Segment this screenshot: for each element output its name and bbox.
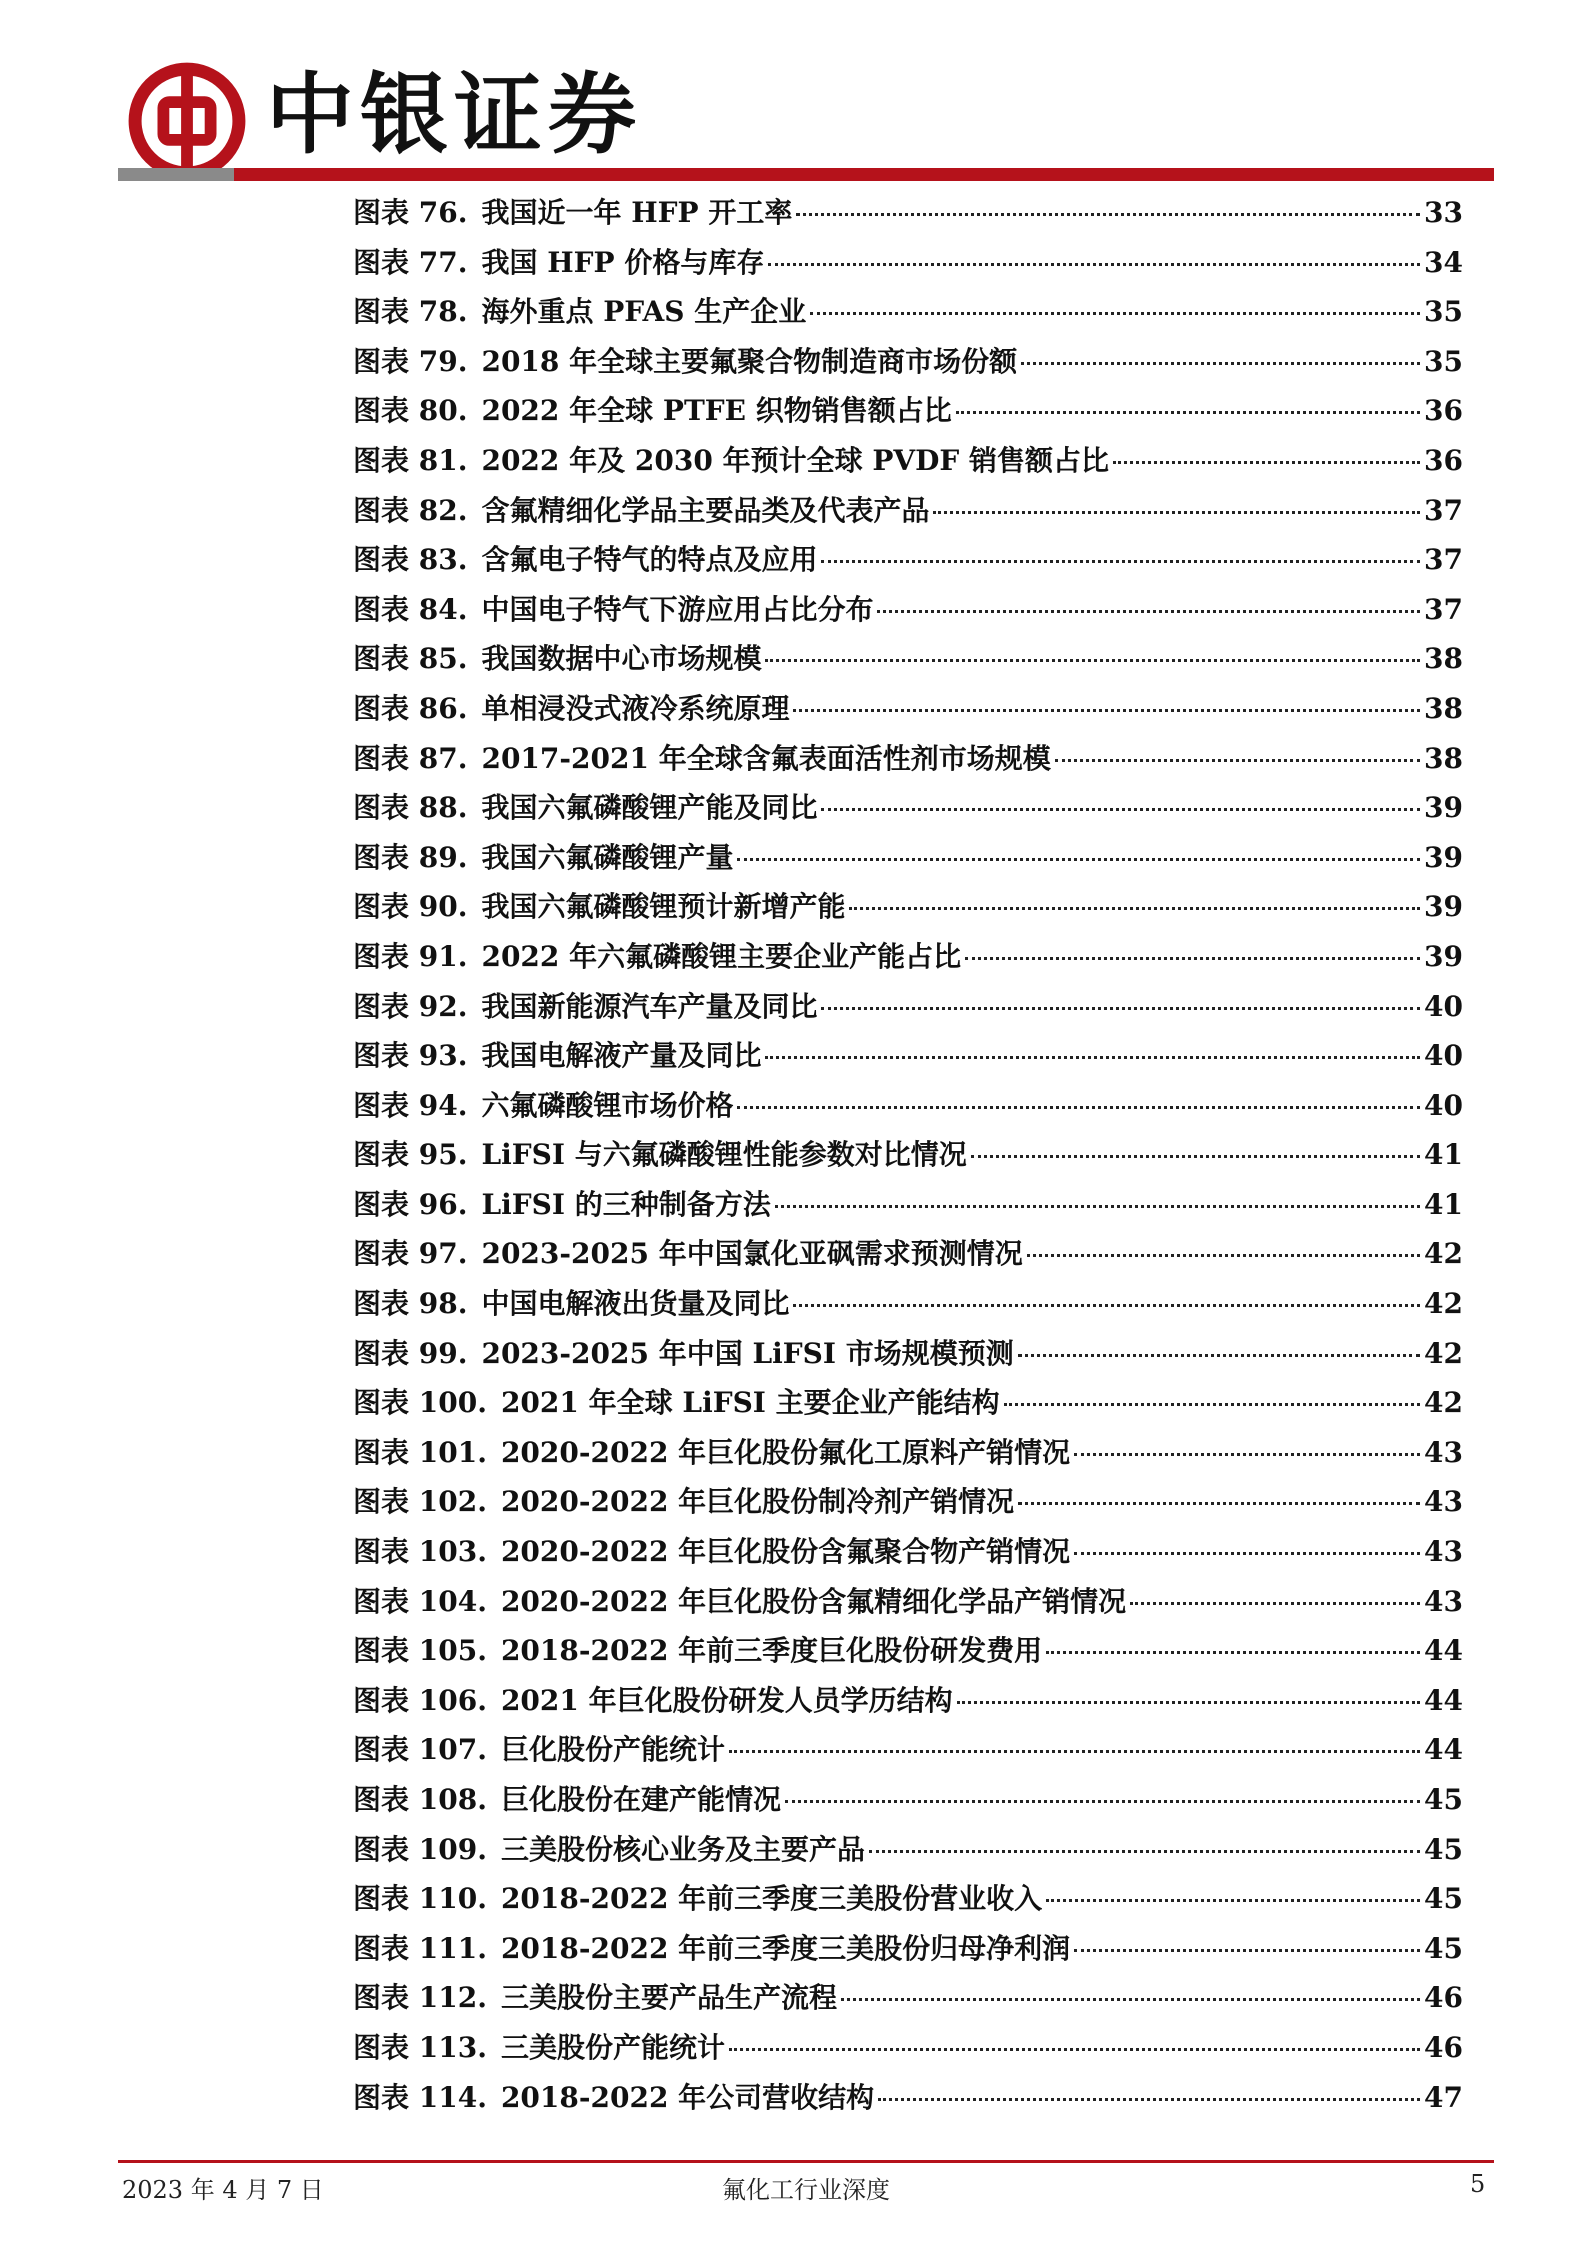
toc-entry-label: 图表 107. — [353, 1733, 487, 1767]
brand-name: 中银证券 — [266, 63, 643, 166]
toc-entry-title: 中国电子特气下游应用占比分布 — [481, 592, 874, 626]
toc-dot-leader — [1055, 759, 1420, 762]
toc-entry-title: 我国电解液产量及同比 — [481, 1039, 762, 1073]
toc-entry-label: 图表 87. — [353, 741, 468, 775]
toc-entry-label: 图表 80. — [353, 394, 468, 428]
toc-entry[interactable] — [353, 1378, 1463, 1428]
toc-entry-page: 45 — [1424, 1832, 1463, 1866]
toc-entry-page: 42 — [1424, 1386, 1463, 1420]
toc-dot-leader — [785, 1800, 1420, 1803]
toc-entry-page: 43 — [1424, 1584, 1463, 1618]
toc-entry[interactable] — [353, 1676, 1463, 1726]
toc-entry-label: 图表 106. — [353, 1683, 487, 1717]
toc-entry-page: 38 — [1424, 741, 1463, 775]
toc-entry[interactable] — [353, 1180, 1463, 1230]
toc-entry-label: 图表 113. — [353, 2030, 487, 2064]
toc-entry-title: 海外重点 PFAS 生产企业 — [481, 295, 807, 329]
toc-entry-label: 图表 94. — [353, 1088, 468, 1122]
toc-entry-label: 图表 111. — [353, 1931, 487, 1965]
header-rule-red — [234, 168, 1494, 181]
toc-entry-page: 40 — [1424, 989, 1463, 1023]
toc-entry-page: 35 — [1424, 295, 1463, 329]
toc-entry-page: 33 — [1424, 196, 1463, 229]
toc-entry-title: 2018-2022 年前三季度三美股份营业收入 — [500, 1882, 1043, 1916]
toc-entry-title: 巨化股份产能统计 — [500, 1733, 725, 1767]
toc-entry-title: 我国新能源汽车产量及同比 — [481, 989, 818, 1023]
toc-entry[interactable] — [353, 1279, 1463, 1329]
toc-entry-title: 2023-2025 年中国氯化亚砜需求预测情况 — [481, 1237, 1023, 1271]
toc-entry[interactable] — [353, 1874, 1463, 1924]
toc-entry[interactable] — [353, 1577, 1463, 1627]
toc-entry-page: 45 — [1424, 1882, 1463, 1916]
toc-entry-page: 35 — [1424, 344, 1463, 378]
toc-entry-title: 2021 年全球 LiFSI 主要企业产能结构 — [500, 1386, 1000, 1420]
toc-entry[interactable] — [353, 1031, 1463, 1081]
toc-entry[interactable] — [353, 684, 1463, 734]
toc-entry[interactable] — [353, 1725, 1463, 1775]
toc-entry-label: 图表 83. — [353, 543, 468, 577]
toc-entry[interactable] — [353, 634, 1463, 684]
footer-date: 2023 年 4 月 7 日 — [122, 2176, 324, 2204]
toc-entry[interactable] — [353, 486, 1463, 536]
toc-dot-leader — [768, 263, 1420, 266]
toc-entry[interactable] — [353, 982, 1463, 1032]
toc-entry-label: 图表 112. — [353, 1981, 487, 2015]
toc-entry-title: 2018-2022 年前三季度巨化股份研发费用 — [500, 1634, 1043, 1668]
toc-dot-leader — [971, 1155, 1420, 1158]
toc-dot-leader — [869, 1850, 1420, 1853]
toc-entry-label: 图表 86. — [353, 691, 468, 725]
toc-dot-leader — [821, 1007, 1420, 1010]
toc-entry-label: 图表 103. — [353, 1535, 487, 1569]
header-rule-gray — [118, 168, 234, 181]
toc-entry[interactable] — [353, 287, 1463, 337]
toc-entry[interactable] — [353, 1973, 1463, 2023]
figure-list — [353, 188, 1463, 2122]
toc-entry[interactable] — [353, 585, 1463, 635]
toc-entry-label: 图表 88. — [353, 791, 468, 825]
toc-dot-leader — [877, 610, 1420, 613]
page-header — [118, 52, 1478, 182]
toc-entry[interactable] — [353, 1825, 1463, 1875]
toc-entry[interactable] — [353, 1626, 1463, 1676]
toc-entry-label: 图表 91. — [353, 939, 468, 973]
toc-entry-page: 38 — [1424, 691, 1463, 725]
toc-entry-label: 图表 76. — [353, 196, 468, 229]
toc-entry[interactable] — [353, 436, 1463, 486]
toc-entry[interactable] — [353, 1130, 1463, 1180]
toc-entry-title: 巨化股份在建产能情况 — [500, 1783, 781, 1816]
toc-dot-leader — [821, 808, 1420, 811]
footer-rule — [118, 2160, 1494, 2163]
toc-entry-title: 我国近一年 HFP 开工率 — [481, 196, 793, 229]
toc-entry-page: 46 — [1424, 1981, 1463, 2015]
toc-entry-title: 2018-2022 年前三季度三美股份归母净利润 — [500, 1931, 1071, 1965]
toc-entry-title: 三美股份主要产品生产流程 — [500, 1981, 837, 2015]
toc-entry[interactable] — [353, 1775, 1463, 1825]
toc-entry-label: 图表 96. — [353, 1187, 468, 1221]
toc-dot-leader — [1074, 1453, 1420, 1456]
toc-dot-leader — [1018, 1502, 1420, 1505]
toc-entry-title: 2020-2022 年巨化股份含氟精细化学品产销情况 — [500, 1584, 1127, 1618]
toc-entry-label: 图表 85. — [353, 642, 468, 676]
toc-entry-label: 图表 90. — [353, 890, 468, 924]
toc-entry-label: 图表 97. — [353, 1237, 468, 1271]
toc-entry[interactable] — [353, 734, 1463, 784]
toc-dot-leader — [810, 312, 1420, 315]
toc-entry[interactable] — [353, 1527, 1463, 1577]
toc-dot-leader — [1018, 1354, 1420, 1357]
footer-report-title: 氟化工行业深度 — [722, 2176, 890, 2204]
toc-entry-page: 39 — [1424, 939, 1463, 973]
toc-entry[interactable] — [353, 1924, 1463, 1974]
toc-entry-label: 图表 77. — [353, 245, 468, 279]
toc-entry-title: 单相浸没式液冷系统原理 — [481, 691, 790, 725]
toc-entry-label: 图表 89. — [353, 840, 468, 874]
toc-entry-title: 我国 HFP 价格与库存 — [481, 245, 765, 279]
toc-entry[interactable] — [353, 783, 1463, 833]
toc-entry-page: 40 — [1424, 1088, 1463, 1122]
toc-entry-label: 图表 78. — [353, 295, 468, 329]
toc-entry-label: 图表 102. — [353, 1485, 487, 1519]
toc-entry-page: 41 — [1424, 1138, 1463, 1172]
toc-entry[interactable] — [353, 1428, 1463, 1478]
toc-entry-page: 42 — [1424, 1237, 1463, 1271]
bank-of-china-logo-icon — [128, 62, 246, 180]
toc-entry[interactable] — [353, 337, 1463, 387]
toc-entry[interactable] — [353, 2023, 1463, 2073]
toc-entry-page: 34 — [1424, 245, 1463, 279]
toc-entry-page: 44 — [1424, 1634, 1463, 1668]
toc-entry-title: 2023-2025 年中国 LiFSI 市场规模预测 — [481, 1336, 1014, 1370]
toc-entry-label: 图表 110. — [353, 1882, 487, 1916]
toc-entry-title: 2017-2021 年全球含氟表面活性剂市场规模 — [481, 741, 1051, 775]
toc-dot-leader — [765, 1056, 1420, 1059]
toc-dot-leader — [1113, 461, 1420, 464]
toc-dot-leader — [1074, 1552, 1420, 1555]
toc-entry-title: 2018-2022 年公司营收结构 — [500, 2080, 875, 2114]
toc-entry-title: 2022 年全球 PTFE 织物销售额占比 — [481, 394, 952, 428]
toc-entry-page: 41 — [1424, 1187, 1463, 1221]
toc-entry-title: 我国六氟磷酸锂预计新增产能 — [481, 890, 846, 924]
toc-dot-leader — [1046, 1899, 1420, 1902]
toc-entry-page: 39 — [1424, 890, 1463, 924]
footer-page-number: 5 — [1470, 2170, 1486, 2198]
toc-dot-leader — [849, 907, 1420, 910]
toc-entry[interactable] — [353, 2073, 1463, 2123]
toc-entry-label: 图表 100. — [353, 1386, 487, 1420]
toc-dot-leader — [775, 1205, 1420, 1208]
toc-entry[interactable] — [353, 386, 1463, 436]
toc-entry[interactable] — [353, 882, 1463, 932]
toc-entry-title: 2020-2022 年巨化股份制冷剂产销情况 — [500, 1485, 1015, 1519]
toc-entry-label: 图表 95. — [353, 1138, 468, 1172]
toc-entry-page: 42 — [1424, 1287, 1463, 1321]
toc-entry-page: 40 — [1424, 1039, 1463, 1073]
toc-entry-title: 我国六氟磷酸锂产能及同比 — [481, 791, 818, 825]
toc-entry-label: 图表 109. — [353, 1832, 487, 1866]
toc-entry[interactable] — [353, 1229, 1463, 1279]
toc-entry-page: 45 — [1424, 1783, 1463, 1816]
toc-dot-leader — [793, 709, 1420, 712]
toc-entry-page: 44 — [1424, 1733, 1463, 1767]
toc-entry-label: 图表 101. — [353, 1435, 487, 1469]
toc-entry-title: 含氟电子特气的特点及应用 — [481, 543, 818, 577]
toc-entry-title: 我国数据中心市场规模 — [481, 642, 762, 676]
toc-entry-page: 39 — [1424, 791, 1463, 825]
toc-dot-leader — [793, 1304, 1420, 1307]
toc-entry-title: 2020-2022 年巨化股份氟化工原料产销情况 — [500, 1435, 1071, 1469]
toc-dot-leader — [729, 2048, 1420, 2051]
toc-entry-label: 图表 92. — [353, 989, 468, 1023]
toc-entry-title: 2022 年及 2030 年预计全球 PVDF 销售额占比 — [481, 443, 1110, 477]
toc-entry-title: 三美股份产能统计 — [500, 2030, 725, 2064]
toc-dot-leader — [878, 2098, 1420, 2101]
toc-dot-leader — [841, 1998, 1420, 2001]
toc-dot-leader — [1021, 362, 1420, 365]
toc-dot-leader — [1074, 1949, 1420, 1952]
toc-entry[interactable] — [353, 932, 1463, 982]
toc-entry-page: 37 — [1424, 493, 1463, 527]
toc-dot-leader — [1004, 1403, 1420, 1406]
toc-dot-leader — [965, 957, 1420, 960]
toc-entry-title: 2020-2022 年巨化股份含氟聚合物产销情况 — [500, 1535, 1071, 1569]
toc-entry-label: 图表 99. — [353, 1336, 468, 1370]
toc-entry-page: 45 — [1424, 1931, 1463, 1965]
toc-entry-page: 44 — [1424, 1683, 1463, 1717]
toc-dot-leader — [1027, 1254, 1420, 1257]
toc-dot-leader — [796, 213, 1420, 216]
toc-entry-title: 中国电解液出货量及同比 — [481, 1287, 790, 1321]
toc-dot-leader — [765, 659, 1420, 662]
toc-entry[interactable] — [353, 1081, 1463, 1131]
toc-entry-page: 43 — [1424, 1485, 1463, 1519]
toc-entry-label: 图表 81. — [353, 443, 468, 477]
toc-dot-leader — [1130, 1602, 1420, 1605]
toc-entry[interactable] — [353, 1329, 1463, 1379]
toc-entry-page: 38 — [1424, 642, 1463, 676]
toc-entry[interactable] — [353, 188, 1463, 238]
toc-entry[interactable] — [353, 833, 1463, 883]
toc-entry-title: 2018 年全球主要氟聚合物制造商市场份额 — [481, 344, 1018, 378]
toc-entry-title: 2022 年六氟磷酸锂主要企业产能占比 — [481, 939, 962, 973]
toc-entry-page: 42 — [1424, 1336, 1463, 1370]
toc-entry-label: 图表 93. — [353, 1039, 468, 1073]
toc-entry-title: 三美股份核心业务及主要产品 — [500, 1832, 865, 1866]
toc-entry-page: 37 — [1424, 543, 1463, 577]
toc-entry-label: 图表 82. — [353, 493, 468, 527]
toc-dot-leader — [821, 560, 1420, 563]
toc-entry-page: 36 — [1424, 394, 1463, 428]
toc-dot-leader — [737, 1106, 1420, 1109]
toc-entry-page: 43 — [1424, 1535, 1463, 1569]
toc-entry-page: 39 — [1424, 840, 1463, 874]
toc-dot-leader — [933, 511, 1420, 514]
toc-entry-title: LiFSI 与六氟磷酸锂性能参数对比情况 — [481, 1138, 967, 1172]
toc-entry-page: 36 — [1424, 443, 1463, 477]
toc-entry-page: 47 — [1424, 2080, 1463, 2114]
toc-entry-label: 图表 84. — [353, 592, 468, 626]
toc-dot-leader — [956, 411, 1420, 414]
toc-entry-label: 图表 108. — [353, 1783, 487, 1816]
toc-entry-title: LiFSI 的三种制备方法 — [481, 1187, 771, 1221]
toc-dot-leader — [957, 1701, 1420, 1704]
toc-entry-label: 图表 98. — [353, 1287, 468, 1321]
toc-entry-title: 我国六氟磷酸锂产量 — [481, 840, 734, 874]
toc-entry-label: 图表 104. — [353, 1584, 487, 1618]
toc-entry-title: 含氟精细化学品主要品类及代表产品 — [481, 493, 930, 527]
toc-entry[interactable] — [353, 1477, 1463, 1527]
toc-dot-leader — [729, 1750, 1420, 1753]
toc-entry[interactable] — [353, 238, 1463, 288]
toc-entry-page: 37 — [1424, 592, 1463, 626]
toc-entry-page: 46 — [1424, 2030, 1463, 2064]
toc-entry[interactable] — [353, 535, 1463, 585]
toc-dot-leader — [1046, 1651, 1420, 1654]
toc-entry-label: 图表 105. — [353, 1634, 487, 1668]
toc-entry-title: 2021 年巨化股份研发人员学历结构 — [500, 1683, 953, 1717]
toc-entry-page: 43 — [1424, 1435, 1463, 1469]
toc-entry-label: 图表 114. — [353, 2080, 487, 2114]
toc-dot-leader — [737, 858, 1420, 861]
toc-entry-title: 六氟磷酸锂市场价格 — [481, 1088, 734, 1122]
toc-entry-label: 图表 79. — [353, 344, 468, 378]
